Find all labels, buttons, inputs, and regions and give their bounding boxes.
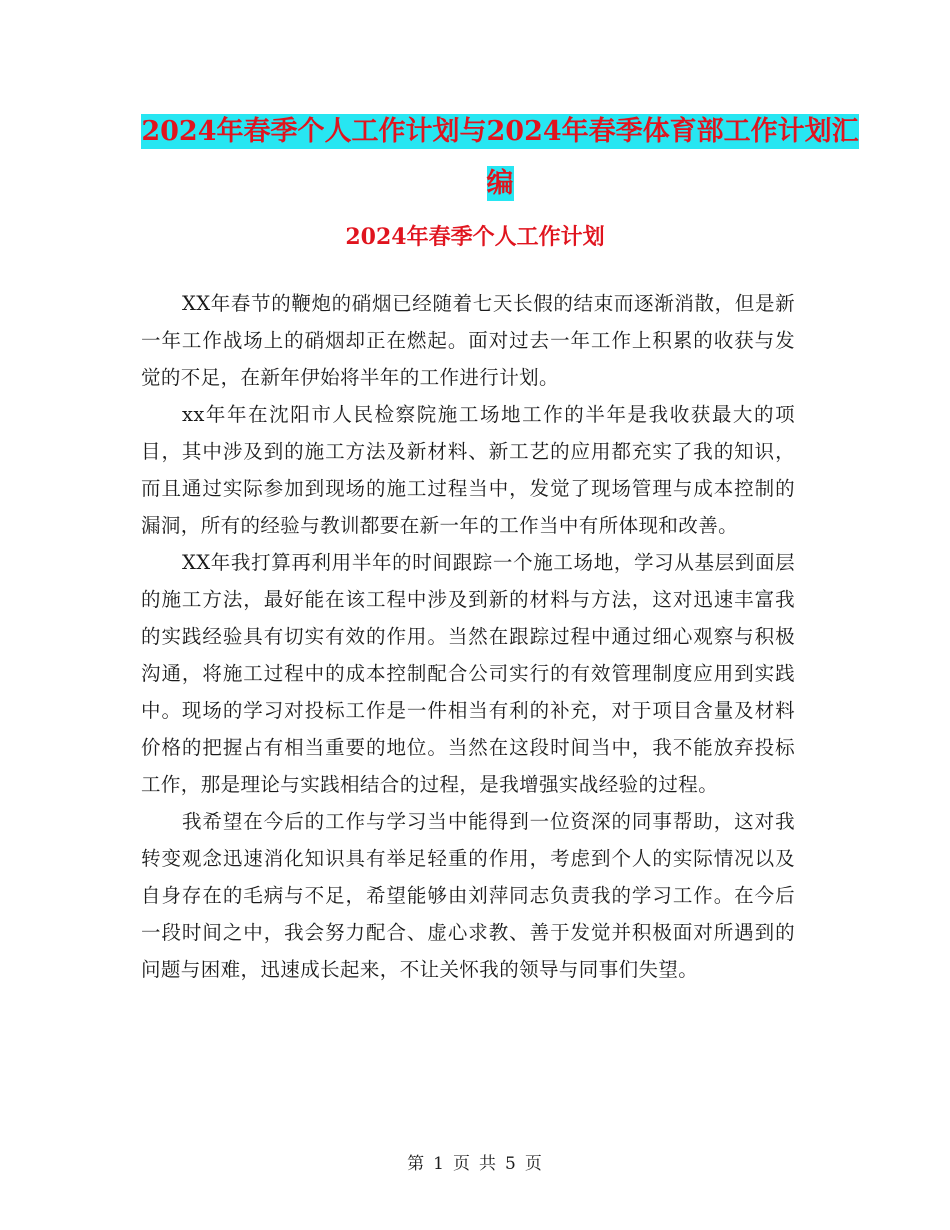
page-footer <box>0 1152 950 1176</box>
paragraph: XX年春节的鞭炮的硝烟已经随着七天长假的结束而逐渐消散，但是新一年工作战场上的硝烟却正在燃起。面对过去一年工作上积累的收获与发觉的不足，在新年伊始将半年的工作进行计划。 <box>141 292 795 389</box>
footer-page-label: 第 <box>407 1154 426 1174</box>
document-title <box>140 106 860 210</box>
paragraph: 我希望在今后的工作与学习当中能得到一位资深的同事帮助，这对我转变观念迅速消化知识具有举足轻重的作用，考虑到个人的实际情况以及自身存在的毛病与不足，希望能够由刘萍同志负责我的学习工作。在今后一段时间之中，我会努力配合、虚心求教、善于发觉并积极面对所遇到的问题与困难，迅速成长起来，不让关怀我的领导与同事们失望。 <box>141 810 795 981</box>
paragraph: XX年我打算再利用半年的时间跟踪一个施工场地，学习从基层到面层的施工方法，最好能在该工程中涉及到新的材料与方法，这对迅速丰富我的实践经验具有切实有效的作用。当然在跟踪过程中通过细心观察与积极沟通，将施工过程中的成本控制配合公司实行的有效管理制度应用到实践中。现场的学习对投标工作是一件相当有利的补充，对于项目含量及材料价格的把握占有相当重要的地位。当然在这段时间当中，我不能放弃投标工作，那是理论与实践相结合的过程，是我增强实战经验的过程。 <box>141 551 795 796</box>
footer-total-label: 共 <box>479 1154 497 1174</box>
section-title: 2024年春季个人工作计划 <box>345 224 605 250</box>
footer-page-unit: 页 <box>453 1154 471 1174</box>
paragraph: xx年年在沈阳市人民检察院施工场地工作的半年是我收获最大的项目，其中涉及到的施工方法及新材料、新工艺的应用都充实了我的知识，而且通过实际参加到现场的施工过程当中，发觉了现场管理与成本控制的漏洞，所有的经验与教训都要在新一年的工作当中有所体现和改善。 <box>141 403 795 537</box>
footer-page-number: 1 <box>433 1154 445 1174</box>
document-title-text: 2024年春季个人工作计划与2024年春季体育部工作计划汇编 <box>141 116 859 199</box>
document-body <box>141 285 795 988</box>
footer-total-unit: 页 <box>524 1154 543 1174</box>
footer-total-pages: 5 <box>505 1154 517 1174</box>
